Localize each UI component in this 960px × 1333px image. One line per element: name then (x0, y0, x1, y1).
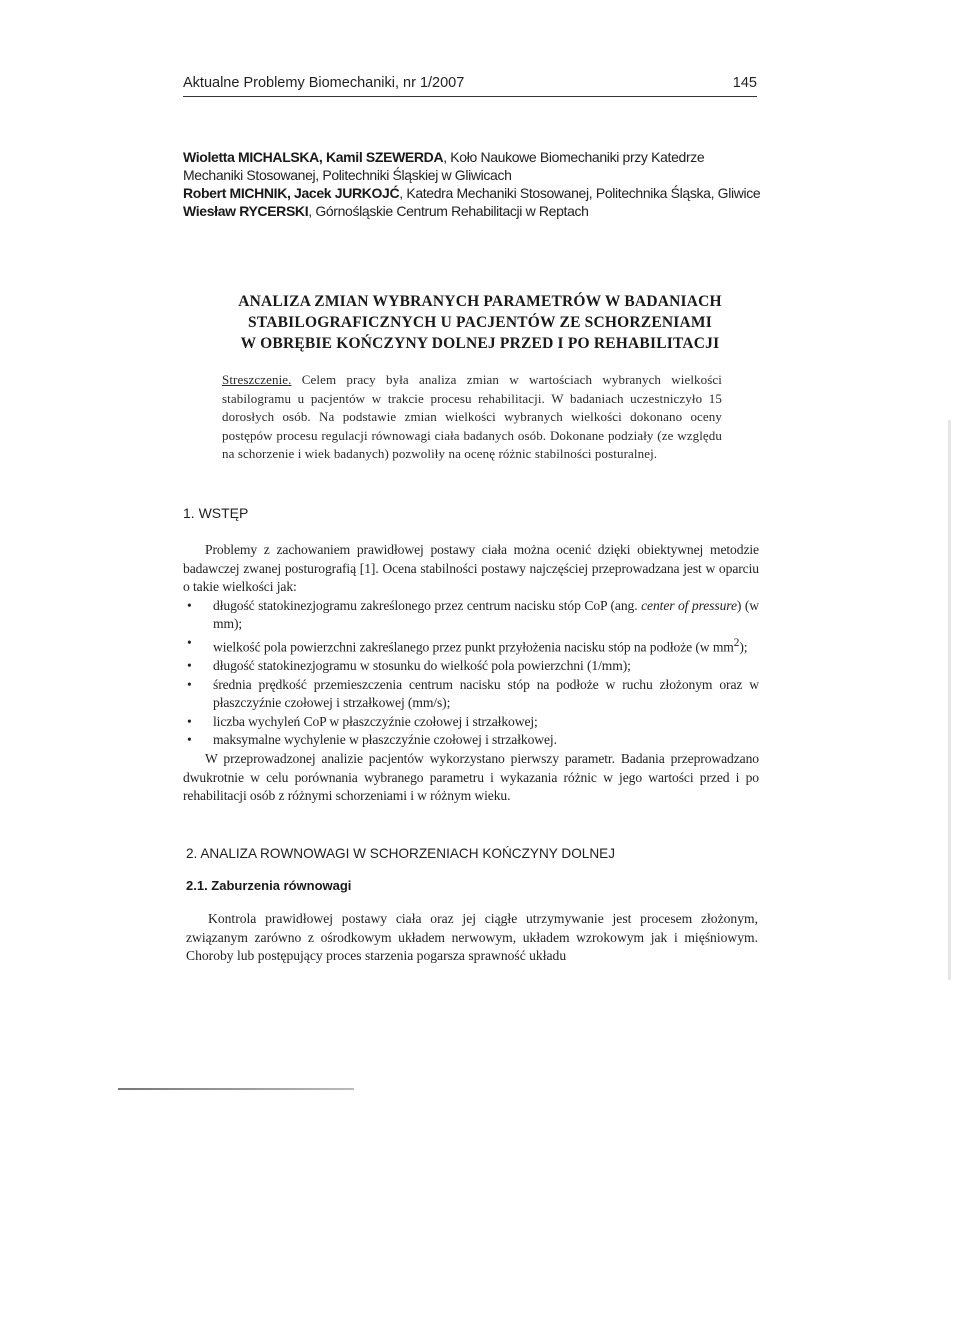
list-item-tail: ); (739, 639, 748, 655)
list-item (183, 597, 759, 634)
title-line: ANALIZA ZMIAN WYBRANYCH PARAMETRÓW W BADANIACH (238, 293, 722, 310)
bullet-icon: • (187, 634, 192, 650)
scan-artifact-edge (948, 420, 951, 980)
list-item-italic: center of pressure (641, 597, 737, 613)
paragraph: Kontrola prawidłowej postawy ciała oraz jej ciągłe utrzymywanie jest procesem złożonym, związanym zarówno z ośrodkowym układem nerwowym, układem wzrokowym jak i mięśniowym. Choroby lub postępujący proces starzenia pogarsza sprawność układu (186, 911, 758, 964)
list-item (183, 676, 759, 713)
list-item-tail: ) (w mm); (213, 597, 759, 632)
list-item (183, 634, 759, 657)
bullet-icon: • (187, 713, 192, 729)
abstract (222, 371, 722, 464)
section-heading-balance-analysis: 2. ANALIZA ROWNOWAGI W SCHORZENIACH KOŃCZYNY DOLNEJ (186, 846, 616, 861)
abstract-label: Streszczenie. (222, 372, 292, 387)
introduction-body (183, 541, 759, 806)
bullet-icon: • (187, 658, 192, 674)
title-line: STABILOGRAFICZNYCH U PACJENTÓW ZE SCHORZENIAMI (248, 314, 712, 331)
section-2-body (186, 910, 758, 966)
list-item-text: długość statokinezjogramu w stosunku do wielkość pola powierzchni (1/mm); (213, 658, 631, 674)
author-block (183, 148, 763, 220)
list-item-text: maksymalne wychylenie w płaszczyźnie czołowej i strzałkowej. (213, 732, 557, 748)
author-line-1 (183, 148, 763, 184)
running-header (183, 75, 757, 95)
section-heading-introduction: 1. WSTĘP (183, 505, 249, 521)
author-affiliation: , Katedra Mechaniki Stosowanej, Politechnika Śląska, Gliwice (399, 185, 761, 201)
bullet-icon: • (187, 732, 192, 748)
list-item-text: długość statokinezjogramu zakreślonego przez centrum nacisku stóp CoP (ang. (213, 597, 642, 613)
subsection-heading: 2.1. Zaburzenia równowagi (186, 878, 352, 893)
list-item-text: liczba wychyleń CoP w płaszczyźnie czołowej i strzałkowej; (213, 713, 538, 729)
paper-title (200, 291, 760, 354)
page-number: 145 (732, 75, 757, 91)
bullet-icon: • (187, 676, 192, 692)
list-item (183, 731, 759, 750)
title-line: W OBRĘBIE KOŃCZYNY DOLNEJ PRZED I PO REHABILITACJI (240, 335, 720, 352)
author-line-2 (183, 184, 763, 202)
paragraph: Problemy z zachowaniem prawidłowej postawy ciała można ocenić dzięki obiektywnej metodzie badawczej zwanej posturografią [1]. Ocena stabilności postawy najczęściej przeprowadzana jest w oparciu o takie wielkości jak: (183, 542, 759, 595)
author-affiliation: , Górnośląskie Centrum Rehabilitacji w Reptach (308, 203, 589, 219)
superscript: 2 (733, 636, 740, 649)
list-item (183, 713, 759, 732)
author-names: Robert MICHNIK, Jacek JURKOJĆ (183, 185, 400, 201)
list-item (183, 657, 759, 676)
parameter-list (183, 597, 759, 750)
author-names: Wiesław RYCERSKI (183, 203, 309, 219)
list-item-text: średnia prędkość przemieszczenia centrum nacisku stóp na podłoże w ruchu złożonym oraz w płaszczyźnie czołowej i strzałkowej (mm/s); (213, 676, 759, 711)
author-names: Wioletta MICHALSKA, Kamil SZEWERDA (183, 149, 444, 165)
author-line-3 (183, 202, 763, 220)
journal-title: Aktualne Problemy Biomechaniki, nr 1/2007 (183, 75, 465, 91)
abstract-text: Celem pracy była analiza zmian w wartościach wybranych wielkości stabilogramu u pacjentów w trakcie procesu rehabilitacji. W badaniach uczestniczyło 15 dorosłych osób. Na podstawie zmian wielkości wybranych wielkości dokonano oceny postępów procesu regulacji równowagi ciała badanych osób. Dokonane podziały (ze względu na schorzenie i wiek badanych) pozwoliły na ocenę różnic stabilności posturalnej. (222, 372, 722, 461)
header-rule (183, 96, 757, 97)
scan-artifact-line (118, 1088, 354, 1090)
author-affiliation: , Koło Naukowe Biomechaniki przy Katedrze Mechaniki Stosowanej, Politechniki Śląskiej w Gliwicach (183, 149, 705, 183)
list-item-text: wielkość pola powierzchni zakreślanego przez punkt przyłożenia nacisku stóp na podłoże (w mm (213, 639, 734, 655)
paragraph: W przeprowadzonej analizie pacjentów wykorzystano pierwszy parametr. Badania przeprowadzano dwukrotnie w celu porównania wybranego parametru i wykazania różnic w jego wartości przed i po rehabilitacji osób z różnymi schorzeniami i w różnym wieku. (183, 751, 759, 804)
bullet-icon: • (187, 597, 192, 613)
